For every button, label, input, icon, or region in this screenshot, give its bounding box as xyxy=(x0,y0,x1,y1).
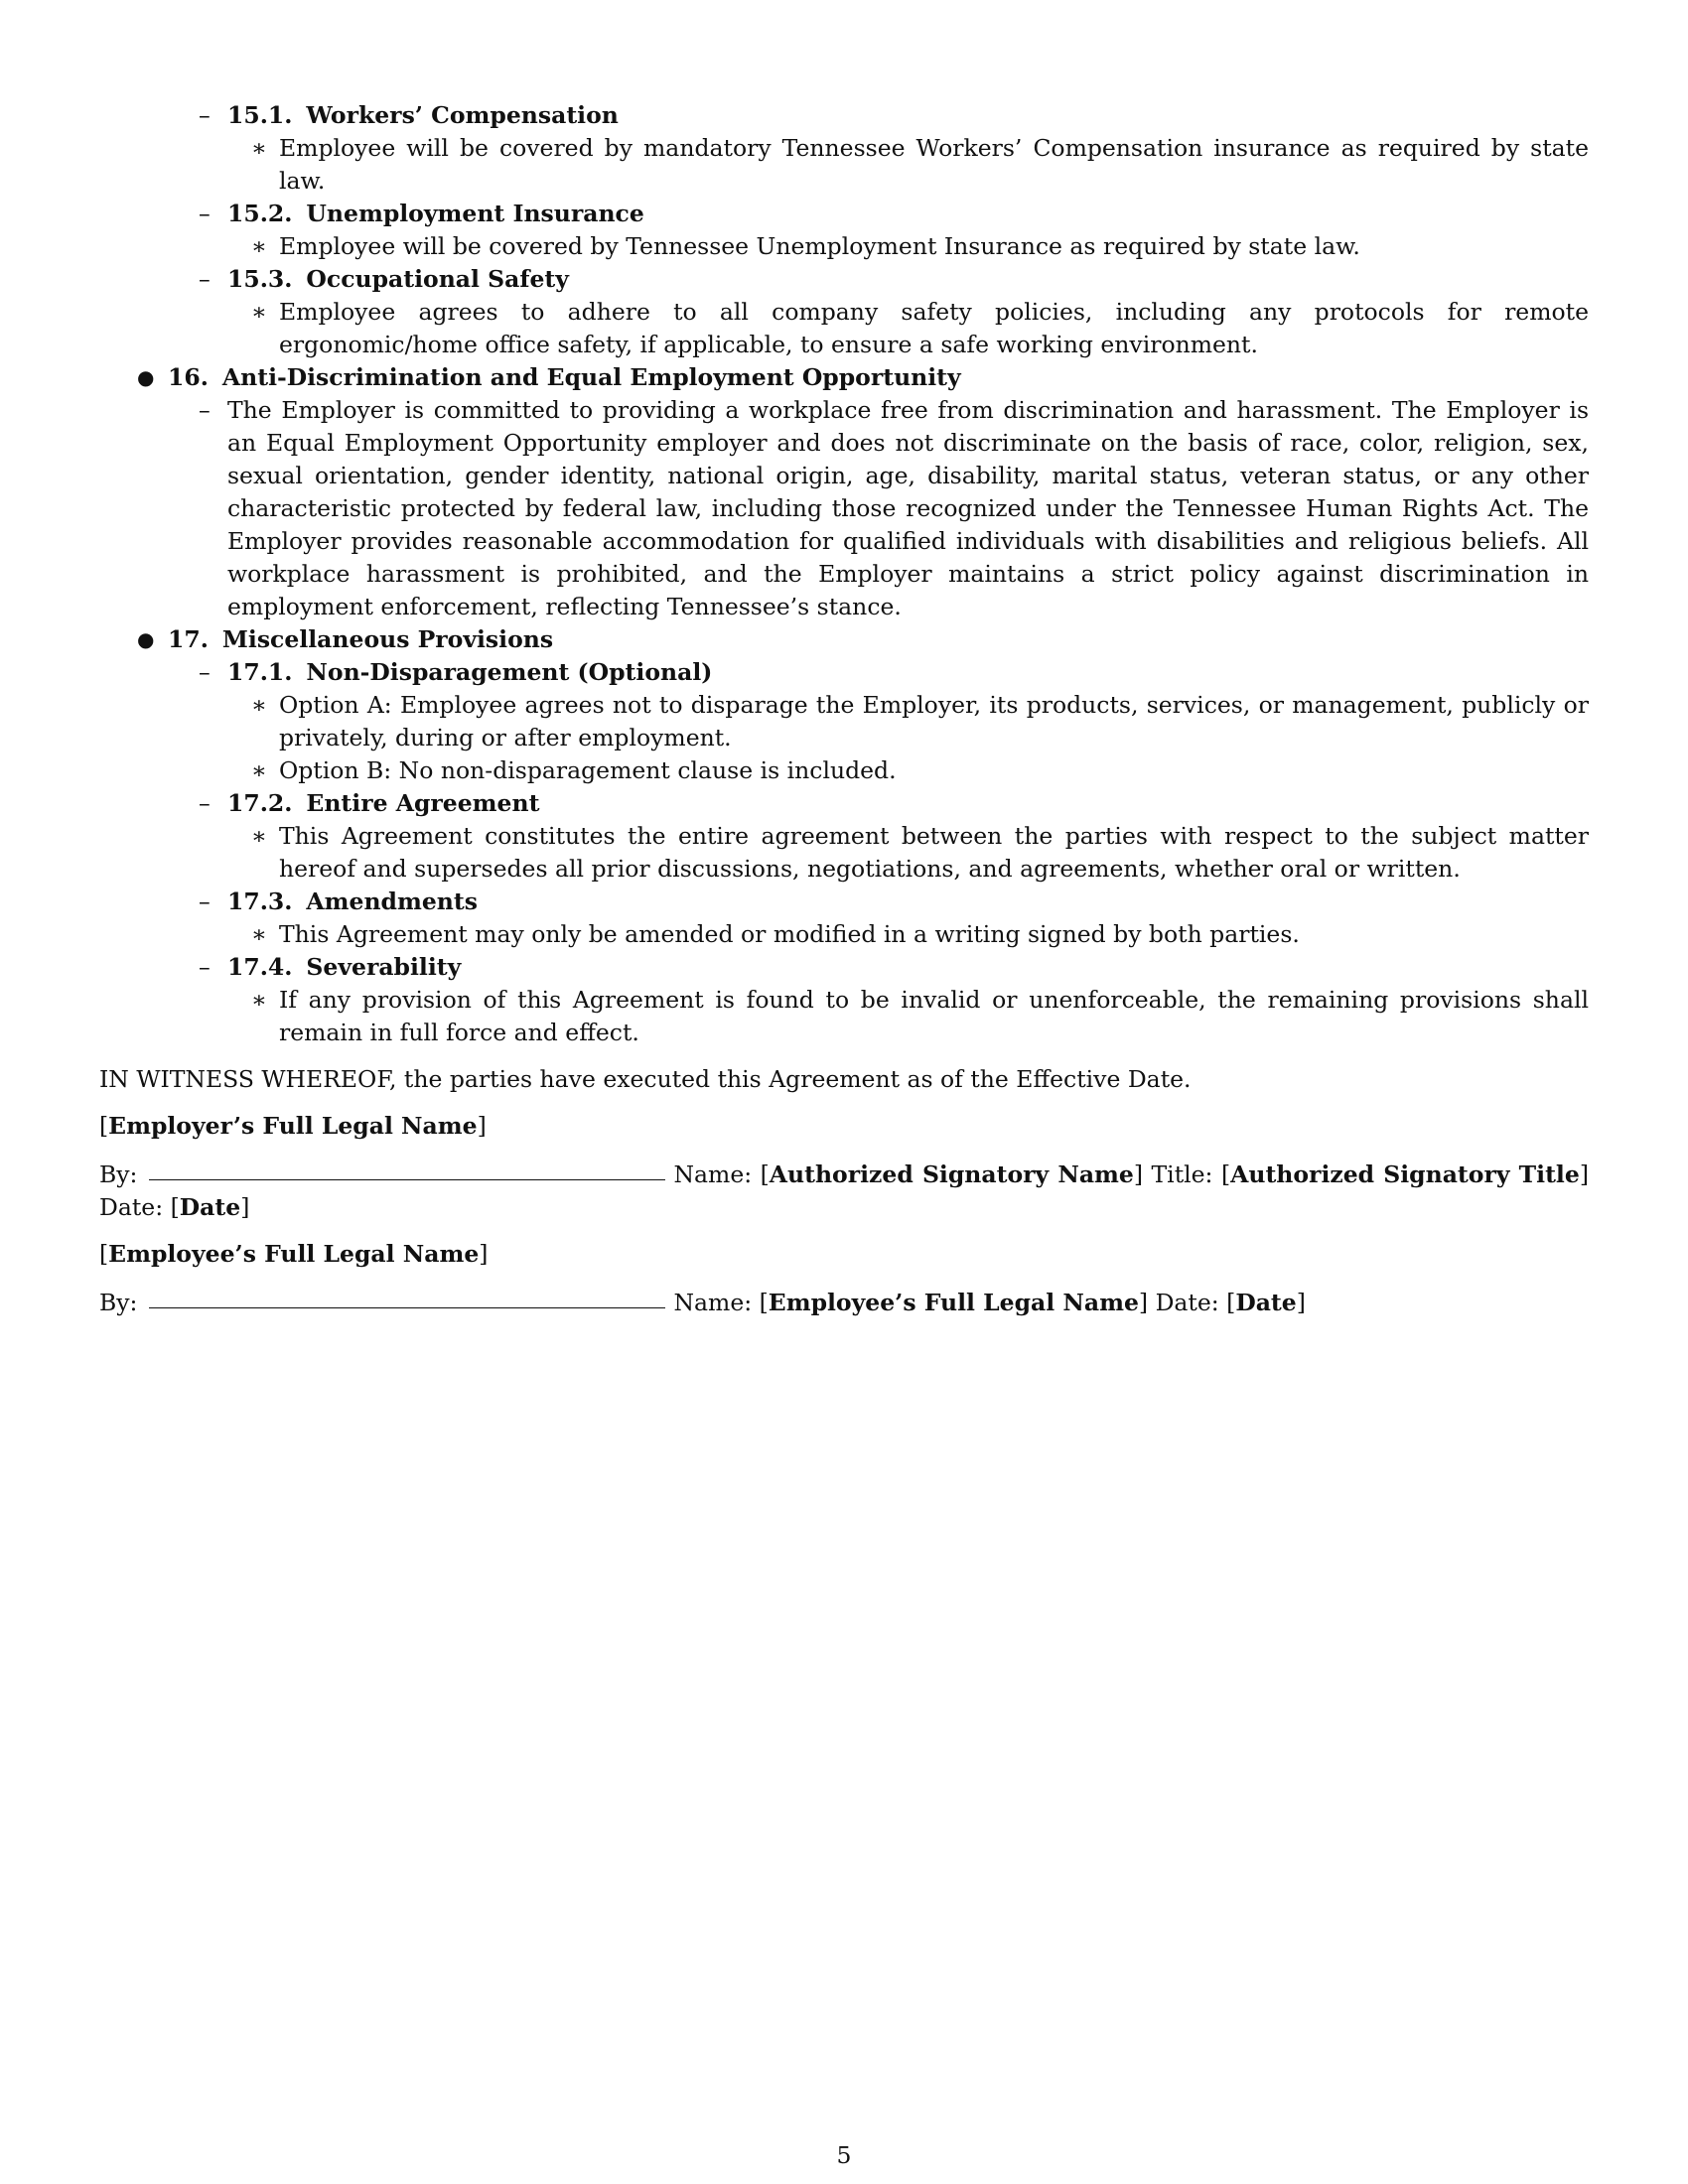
section-15-2-text xyxy=(99,230,1589,263)
section-body: If any provision of this Agreement is found to be invalid or unenforceable, the remaining provisions shall remain in full force and effect. xyxy=(279,986,1589,1046)
dash-marker: – xyxy=(199,265,211,293)
asterisk-marker: ∗ xyxy=(251,232,267,260)
section-17-1-heading xyxy=(99,656,1589,689)
employer-party-name: [Employer’s Full Legal Name] xyxy=(99,1112,487,1140)
section-15-1-text xyxy=(99,132,1589,198)
employee-party-name: [Employee’s Full Legal Name] xyxy=(99,1240,489,1268)
dash-marker: – xyxy=(199,658,211,686)
section-title: Entire Agreement xyxy=(306,789,540,817)
asterisk-marker: ∗ xyxy=(251,986,267,1014)
employee-signatory-name: Employee’s Full Legal Name xyxy=(768,1289,1139,1316)
employee-signature-line[interactable] xyxy=(149,1306,665,1308)
section-title: Severability xyxy=(306,953,462,981)
section-number: 17.4. xyxy=(227,953,293,981)
section-15-3-text xyxy=(99,296,1589,361)
section-16-heading xyxy=(99,361,1589,394)
section-title: Anti-Discrimination and Equal Employment Opportunity xyxy=(221,363,961,391)
witness-statement: IN WITNESS WHEREOF, the parties have executed this Agreement as of the Effective Date. xyxy=(99,1065,1192,1093)
section-number: 17.3. xyxy=(227,887,293,915)
section-17-1-option-a xyxy=(99,689,1589,754)
section-15-1-heading xyxy=(99,99,1589,132)
section-15-3-heading xyxy=(99,263,1589,296)
employer-signatory-name: Authorized Signatory Name xyxy=(769,1160,1134,1188)
section-body: This Agreement constitutes the entire agreement between the parties with respect to the subject matter hereof and supersedes all prior discussions, negotiations, and agreements, whether oral or written. xyxy=(279,822,1589,883)
bullet-marker: ● xyxy=(137,365,155,389)
section-number: 17.2. xyxy=(227,789,293,817)
date-label: Date: xyxy=(99,1193,164,1221)
section-15-2-heading xyxy=(99,198,1589,230)
by-label: By: xyxy=(99,1160,138,1188)
section-title: Unemployment Insurance xyxy=(306,200,644,227)
section-number: 15.1. xyxy=(227,101,293,129)
section-17-2-text xyxy=(99,820,1589,886)
asterisk-marker: ∗ xyxy=(251,298,267,326)
section-body: Employee will be covered by Tennessee Unemployment Insurance as required by state law. xyxy=(279,232,1360,260)
section-16-text xyxy=(99,394,1589,623)
dash-marker: – xyxy=(199,396,211,424)
section-title: Non-Disparagement (Optional) xyxy=(306,658,713,686)
page-number: 5 xyxy=(836,2141,852,2169)
asterisk-marker: ∗ xyxy=(251,691,267,719)
section-body: Employee agrees to adhere to all company safety policies, including any protocols for remote ergonomic/home office safety, if applicable, to ensure a safe working environment. xyxy=(279,298,1589,358)
section-number: 17.1. xyxy=(227,658,293,686)
section-number: 15.2. xyxy=(227,200,293,227)
dash-marker: – xyxy=(199,887,211,915)
by-label: By: xyxy=(99,1289,138,1316)
dash-marker: – xyxy=(199,101,211,129)
section-17-4-heading xyxy=(99,951,1589,984)
section-body: Employee will be covered by mandatory Tennessee Workers’ Compensation insurance as required by state law. xyxy=(279,134,1589,195)
employee-name-placeholder: Employee’s Full Legal Name xyxy=(108,1240,480,1268)
employer-signature-line[interactable] xyxy=(149,1178,665,1180)
employee-signature-block: By: Name: [Employee’s Full Legal Name] Date: [Date] xyxy=(99,1289,1306,1316)
section-body: The Employer is committed to providing a workplace free from discrimination and harassment. The Employer is an Equal Employment Opportunity employer and does not discriminate on the basis of race, color, religion, sex, sexual orientation, gender identity, national origin, age, disability, marital status, veteran status, or any other characteristic protected by federal law, including those recognized under the Tennessee Human Rights Act. The Employer provides reasonable accommodation for qualified individuals with disabilities and religious beliefs. All workplace harassment is prohibited, and the Employer maintains a strict policy against discrimination in employment enforcement, reflecting Tennessee’s stance. xyxy=(227,396,1589,620)
dash-marker: – xyxy=(199,953,211,981)
asterisk-marker: ∗ xyxy=(251,920,267,948)
section-17-3-text xyxy=(99,918,1589,951)
document-content xyxy=(99,99,1589,1319)
section-number: 16. xyxy=(168,363,209,391)
name-label: Name: xyxy=(673,1160,753,1188)
name-label: Name: xyxy=(673,1289,753,1316)
section-17-2-heading xyxy=(99,787,1589,820)
dash-marker: – xyxy=(199,789,211,817)
dash-marker: – xyxy=(199,200,211,227)
section-body: This Agreement may only be amended or modified in a writing signed by both parties. xyxy=(279,920,1300,948)
section-17-3-heading xyxy=(99,886,1589,918)
asterisk-marker: ∗ xyxy=(251,822,267,850)
section-title: Workers’ Compensation xyxy=(306,101,619,129)
section-number: 15.3. xyxy=(227,265,293,293)
section-title: Miscellaneous Provisions xyxy=(221,625,554,653)
section-17-4-text xyxy=(99,984,1589,1049)
bullet-marker: ● xyxy=(137,627,155,651)
date-label: Date: xyxy=(1155,1289,1219,1316)
asterisk-marker: ∗ xyxy=(251,134,267,162)
title-label: Title: xyxy=(1151,1160,1213,1188)
section-17-1-option-b xyxy=(99,754,1589,787)
employer-name-placeholder: Employer’s Full Legal Name xyxy=(108,1112,478,1140)
section-body: Option B: No non-disparagement clause is included. xyxy=(279,756,897,784)
employer-signature-block: By: Name: [Authorized Signatory Name] Title: [Authorized Signatory Title] Date: [Date] xyxy=(99,1160,1589,1221)
section-title: Amendments xyxy=(306,887,478,915)
employer-signatory-title: Authorized Signatory Title xyxy=(1230,1160,1580,1188)
section-17-heading xyxy=(99,623,1589,656)
employee-date: Date xyxy=(1235,1289,1297,1316)
section-title: Occupational Safety xyxy=(306,265,569,293)
asterisk-marker: ∗ xyxy=(251,756,267,784)
employer-date: Date xyxy=(179,1193,241,1221)
section-number: 17. xyxy=(168,625,209,653)
section-body: Option A: Employee agrees not to disparage the Employer, its products, services, or management, publicly or privately, during or after employment. xyxy=(279,691,1589,751)
